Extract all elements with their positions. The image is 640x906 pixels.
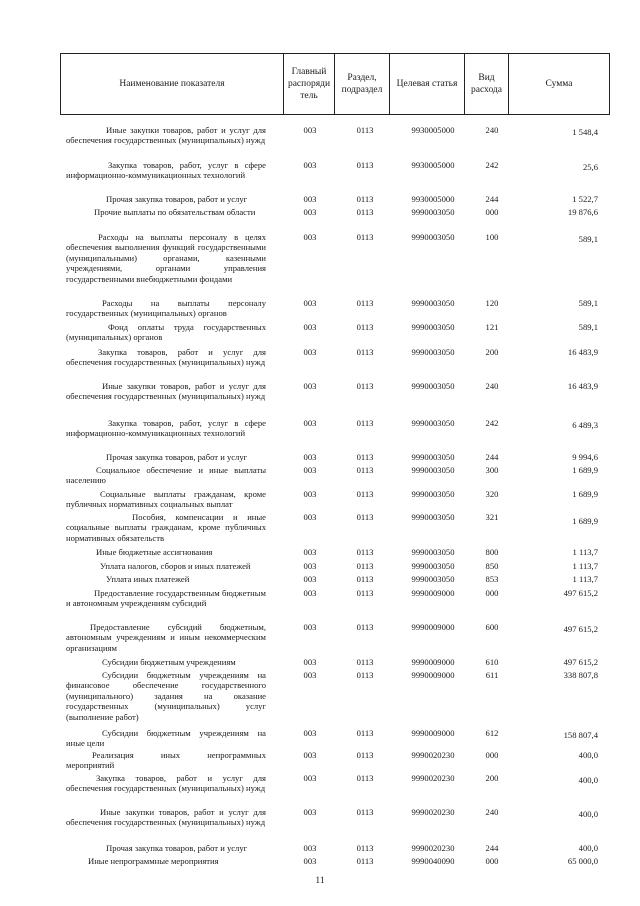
page-number: 11 (315, 876, 325, 886)
row-section: 0113 (356, 125, 374, 135)
row-expense-type: 200 (485, 773, 499, 783)
row-section: 0113 (356, 657, 374, 667)
row-indicator-name: Иные закупки товаров, работ и услуг для обеспечения государственных (муниципальных) нужд (66, 807, 266, 828)
row-expense-type: 242 (485, 418, 499, 428)
row-target-item: 9990003050 (411, 207, 455, 217)
row-expense-type: 800 (485, 547, 499, 557)
row-expense-type: 853 (485, 574, 499, 584)
row-target-item: 9990009000 (411, 670, 455, 680)
row-chief-administrator: 003 (303, 452, 317, 462)
row-sum: 338 807,8 (563, 670, 598, 680)
row-target-item: 9990003050 (411, 574, 455, 584)
row-expense-type: 120 (485, 298, 499, 308)
row-chief-administrator: 003 (303, 588, 317, 598)
row-expense-type: 240 (485, 807, 499, 817)
row-chief-administrator: 003 (303, 232, 317, 242)
row-target-item: 9990003050 (411, 347, 455, 357)
row-expense-type: 000 (485, 750, 499, 760)
row-sum: 1 689,9 (572, 489, 598, 499)
row-section: 0113 (356, 347, 374, 357)
row-target-item: 9990009000 (411, 622, 455, 632)
row-sum: 158 807,4 (563, 730, 598, 740)
row-section: 0113 (356, 207, 374, 217)
row-chief-administrator: 003 (303, 512, 317, 522)
row-indicator-name: Субсидии бюджетным учреждениям на финансовое обеспечение государственного (муниципального) задания на оказание государственных (муниципальных) услуг (выполнение работ) (66, 670, 266, 722)
row-section: 0113 (356, 418, 374, 428)
row-expense-type: 850 (485, 561, 499, 571)
row-chief-administrator: 003 (303, 622, 317, 632)
row-section: 0113 (356, 452, 374, 462)
row-sum: 497 615,2 (563, 624, 598, 634)
row-sum: 1 548,4 (572, 127, 598, 137)
row-section: 0113 (356, 773, 374, 783)
row-chief-administrator: 003 (303, 670, 317, 680)
row-target-item: 9990003050 (411, 489, 455, 499)
row-section: 0113 (356, 381, 374, 391)
row-target-item: 9990003050 (411, 232, 455, 242)
row-indicator-name: Субсидии бюджетным учреждениям (102, 657, 236, 667)
row-expense-type: 244 (485, 194, 499, 204)
row-expense-type: 242 (485, 160, 499, 170)
row-chief-administrator: 003 (303, 489, 317, 499)
row-section: 0113 (356, 160, 374, 170)
row-indicator-name: Прочая закупка товаров, работ и услуг (106, 452, 248, 462)
row-indicator-name: Пособия, компенсации и иные социальные выплаты гражданам, кроме публичных нормативных обязательств (66, 512, 266, 543)
row-sum: 1 522,7 (572, 194, 598, 204)
row-sum: 65 000,0 (567, 856, 598, 866)
row-expense-type: 612 (485, 728, 499, 738)
row-target-item: 9990003050 (411, 547, 455, 557)
row-target-item: 9990009000 (411, 588, 455, 598)
row-chief-administrator: 003 (303, 856, 317, 866)
row-sum: 497 615,2 (563, 657, 598, 667)
row-expense-type: 100 (485, 232, 499, 242)
row-indicator-name: Реализация иных непрограммных мероприятий (66, 750, 266, 771)
header-section: Раздел, подраздел (335, 54, 390, 114)
row-section: 0113 (356, 807, 374, 817)
row-target-item: 9990003050 (411, 452, 455, 462)
row-chief-administrator: 003 (303, 773, 317, 783)
row-indicator-name: Уплата налогов, сборов и иных платежей (100, 561, 251, 571)
row-section: 0113 (356, 561, 374, 571)
row-indicator-name: Фонд оплаты труда государственных (муниципальных) органов (66, 322, 266, 343)
row-target-item: 9990003050 (411, 322, 455, 332)
row-expense-type: 000 (485, 588, 499, 598)
row-sum: 16 483,9 (567, 381, 598, 391)
row-sum: 25,6 (582, 162, 598, 172)
row-sum: 1 113,7 (572, 561, 598, 571)
row-chief-administrator: 003 (303, 160, 317, 170)
row-indicator-name: Предоставление государственным бюджетным и автономным учреждениям субсидий (66, 588, 266, 609)
row-sum: 589,1 (578, 298, 598, 308)
row-sum: 497 615,2 (563, 588, 598, 598)
header-name: Наименование показателя (61, 54, 284, 114)
row-target-item: 9930005000 (411, 160, 455, 170)
row-expense-type: 000 (485, 207, 499, 217)
row-section: 0113 (356, 856, 374, 866)
row-target-item: 9990020230 (411, 773, 455, 783)
row-section: 0113 (356, 322, 374, 332)
row-sum: 1 113,7 (572, 547, 598, 557)
row-expense-type: 240 (485, 125, 499, 135)
row-target-item: 9990003050 (411, 298, 455, 308)
row-indicator-name: Субсидии бюджетным учреждениям на иные цели (66, 728, 266, 749)
row-indicator-name: Предоставление субсидий бюджетным, автономным учреждениям и иным некоммерческим организациям (66, 622, 266, 653)
row-expense-type: 000 (485, 856, 499, 866)
row-target-item: 9990003050 (411, 418, 455, 428)
table-header (60, 53, 610, 115)
row-target-item: 9990003050 (411, 561, 455, 571)
row-indicator-name: Уплата иных платежей (106, 574, 190, 584)
row-chief-administrator: 003 (303, 298, 317, 308)
row-indicator-name: Социальное обеспечение и иные выплаты населению (66, 465, 266, 486)
row-chief-administrator: 003 (303, 547, 317, 557)
row-section: 0113 (356, 670, 374, 680)
row-section: 0113 (356, 512, 374, 522)
row-target-item: 9990003050 (411, 465, 455, 475)
row-chief-administrator: 003 (303, 657, 317, 667)
row-expense-type: 200 (485, 347, 499, 357)
row-indicator-name: Расходы на выплаты персоналу в целях обеспечения выполнения функций государственными (муниципальными) органами, казенными учреждениями, органами управления государственными внебюджетными фондами (66, 232, 266, 284)
row-chief-administrator: 003 (303, 381, 317, 391)
row-indicator-name: Закупка товаров, работ, услуг в сфере информационно-коммуникационных технологий (66, 418, 266, 439)
row-section: 0113 (356, 588, 374, 598)
row-indicator-name: Иные непрограммные мероприятия (88, 856, 219, 866)
row-section: 0113 (356, 574, 374, 584)
row-sum: 6 489,3 (572, 420, 598, 430)
row-chief-administrator: 003 (303, 194, 317, 204)
row-chief-administrator: 003 (303, 418, 317, 428)
row-target-item: 9990003050 (411, 512, 455, 522)
row-section: 0113 (356, 465, 374, 475)
row-sum: 1 689,9 (572, 465, 598, 475)
row-target-item: 9990020230 (411, 750, 455, 760)
row-target-item: 9990040090 (411, 856, 455, 866)
row-sum: 400,0 (578, 843, 598, 853)
row-expense-type: 240 (485, 381, 499, 391)
row-expense-type: 610 (485, 657, 499, 667)
row-sum: 9 994,6 (572, 452, 598, 462)
row-chief-administrator: 003 (303, 750, 317, 760)
row-indicator-name: Социальные выплаты гражданам, кроме публичных нормативных социальных выплат (66, 489, 266, 510)
row-target-item: 9990009000 (411, 657, 455, 667)
row-indicator-name: Прочая закупка товаров, работ и услуг (106, 843, 248, 853)
row-chief-administrator: 003 (303, 807, 317, 817)
row-expense-type: 244 (485, 843, 499, 853)
row-indicator-name: Прочие выплаты по обязательствам области (94, 207, 256, 217)
row-expense-type: 300 (485, 465, 499, 475)
row-sum: 1 689,9 (572, 516, 598, 526)
row-chief-administrator: 003 (303, 728, 317, 738)
row-target-item: 9930005000 (411, 125, 455, 135)
row-chief-administrator: 003 (303, 125, 317, 135)
row-expense-type: 611 (485, 670, 499, 680)
row-section: 0113 (356, 728, 374, 738)
row-target-item: 9990003050 (411, 381, 455, 391)
row-indicator-name: Закупка товаров, работ и услуг для обеспечения государственных (муниципальных) нужд (66, 347, 266, 368)
row-indicator-name: Закупка товаров, работ и услуг для обеспечения государственных (муниципальных) нужд (66, 773, 266, 794)
row-expense-type: 244 (485, 452, 499, 462)
row-section: 0113 (356, 750, 374, 760)
row-chief-administrator: 003 (303, 465, 317, 475)
header-chief-administrator: Главный распоряди тель (284, 54, 335, 114)
header-target-item: Целевая статья (390, 54, 465, 114)
row-chief-administrator: 003 (303, 207, 317, 217)
row-indicator-name: Иные закупки товаров, работ и услуг для обеспечения государственных (муниципальных) нужд (66, 125, 266, 146)
header-expense-type: Вид расхода (465, 54, 509, 114)
row-indicator-name: Закупка товаров, работ, услуг в сфере информационно-коммуникационных технологий (66, 160, 266, 181)
row-indicator-name: Расходы на выплаты персоналу государственных (муниципальных) органов (66, 298, 266, 319)
row-sum: 400,0 (578, 750, 598, 760)
row-expense-type: 600 (485, 622, 499, 632)
row-expense-type: 320 (485, 489, 499, 499)
row-chief-administrator: 003 (303, 574, 317, 584)
row-chief-administrator: 003 (303, 347, 317, 357)
row-section: 0113 (356, 622, 374, 632)
row-sum: 19 876,6 (567, 207, 598, 217)
row-sum: 16 483,9 (567, 347, 598, 357)
row-expense-type: 121 (485, 322, 499, 332)
header-sum: Сумма (545, 79, 573, 89)
row-sum: 1 113,7 (572, 574, 598, 584)
row-indicator-name: Иные закупки товаров, работ и услуг для обеспечения государственных (муниципальных) нужд (66, 381, 266, 402)
row-section: 0113 (356, 298, 374, 308)
row-section: 0113 (356, 843, 374, 853)
row-expense-type: 321 (485, 512, 499, 522)
row-chief-administrator: 003 (303, 322, 317, 332)
row-sum: 400,0 (578, 775, 598, 785)
row-section: 0113 (356, 547, 374, 557)
row-chief-administrator: 003 (303, 561, 317, 571)
row-indicator-name: Прочая закупка товаров, работ и услуг (106, 194, 248, 204)
row-sum: 400,0 (578, 809, 598, 819)
row-section: 0113 (356, 194, 374, 204)
row-section: 0113 (356, 489, 374, 499)
row-target-item: 9990020230 (411, 843, 455, 853)
row-target-item: 9990009000 (411, 728, 455, 738)
row-sum: 589,1 (578, 322, 598, 332)
row-target-item: 9990020230 (411, 807, 455, 817)
row-section: 0113 (356, 232, 374, 242)
row-indicator-name: Иные бюджетные ассигнования (96, 547, 213, 557)
row-target-item: 9930005000 (411, 194, 455, 204)
row-sum: 589,1 (578, 234, 598, 244)
row-chief-administrator: 003 (303, 843, 317, 853)
